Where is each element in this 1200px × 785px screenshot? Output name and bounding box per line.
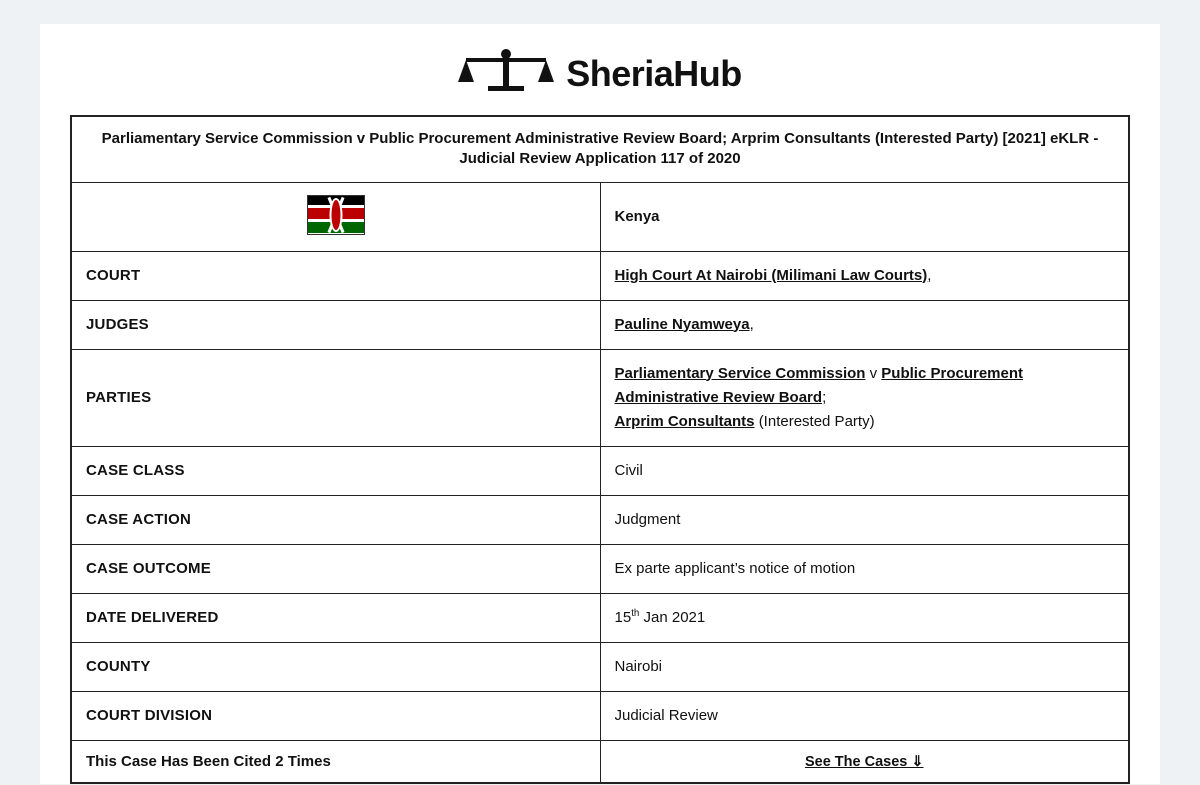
row-value-court-division: Judicial Review (600, 691, 1129, 740)
party-separator: ; (822, 388, 827, 406)
country-flag-cell (72, 182, 601, 251)
judges-suffix: , (749, 315, 754, 333)
party-interested-note: (Interested Party) (758, 412, 875, 430)
row-value-county: Nairobi (600, 642, 1129, 691)
row-value-case-outcome: Ex parte applicant’s notice of motion (600, 544, 1129, 593)
brand-name: SheriaHub (566, 52, 742, 94)
table-row-county (72, 642, 1129, 691)
table-row-title (72, 117, 1129, 183)
table-row-date-delivered (72, 593, 1129, 642)
row-label-county: COUNTY (72, 642, 601, 691)
row-label-judges: JUDGES (72, 300, 601, 349)
row-label-case-action: CASE ACTION (72, 495, 601, 544)
court-suffix: , (927, 266, 932, 284)
row-label-date-delivered: DATE DELIVERED (72, 593, 601, 642)
case-card (70, 115, 1130, 784)
date-ordinal: th (631, 607, 640, 619)
table-row-court (72, 251, 1129, 300)
date-rest: Jan 2021 (639, 608, 706, 626)
case-title: Parliamentary Service Commission v Public Procurement Administrative Review Board; Arprim Consultants (Interested Party) [2021] eKLR - Judicial Review Application 117 of 2020 (72, 117, 1129, 183)
row-value-date-delivered (600, 593, 1129, 642)
table-row-judges (72, 300, 1129, 349)
table-row-case-outcome (72, 544, 1129, 593)
row-label-parties: PARTIES (72, 349, 601, 446)
table-row-case-class (72, 446, 1129, 495)
brand-header (40, 24, 1160, 115)
row-value-court (600, 251, 1129, 300)
party-applicant-link[interactable]: Parliamentary Service Commission (614, 364, 866, 382)
kenya-flag-icon (307, 195, 365, 235)
row-label-case-class: CASE CLASS (72, 446, 601, 495)
table-row-cited (72, 740, 1129, 782)
country-label: Kenya (614, 207, 660, 225)
table-row-case-action (72, 495, 1129, 544)
scales-of-justice-icon (458, 48, 554, 99)
row-label-court-division: COURT DIVISION (72, 691, 601, 740)
party-interested-link[interactable]: Arprim Consultants (614, 412, 755, 430)
see-the-cases-link[interactable]: See The Cases ⇓ (804, 753, 924, 770)
case-details-table (71, 116, 1129, 783)
country-name (600, 182, 1129, 251)
table-row-court-division (72, 691, 1129, 740)
row-value-case-action: Judgment (600, 495, 1129, 544)
row-label-court: COURT (72, 251, 601, 300)
table-row-country (72, 182, 1129, 251)
date-day: 15 (614, 608, 632, 626)
row-value-parties (600, 349, 1129, 446)
cited-count-label: This Case Has Been Cited 2 Times (72, 740, 601, 782)
party-respondent-link[interactable]: Public Procurement Administrative Review Board (614, 364, 1023, 406)
see-cases-cell (600, 740, 1129, 782)
case-page (40, 24, 1160, 784)
row-value-case-class: Civil (600, 446, 1129, 495)
row-label-case-outcome: CASE OUTCOME (72, 544, 601, 593)
party-versus: v (869, 364, 878, 382)
row-value-judges (600, 300, 1129, 349)
judge-link[interactable]: Pauline Nyamweya (614, 315, 750, 333)
table-row-parties (72, 349, 1129, 446)
court-link[interactable]: High Court At Nairobi (Milimani Law Courts) (614, 266, 928, 284)
